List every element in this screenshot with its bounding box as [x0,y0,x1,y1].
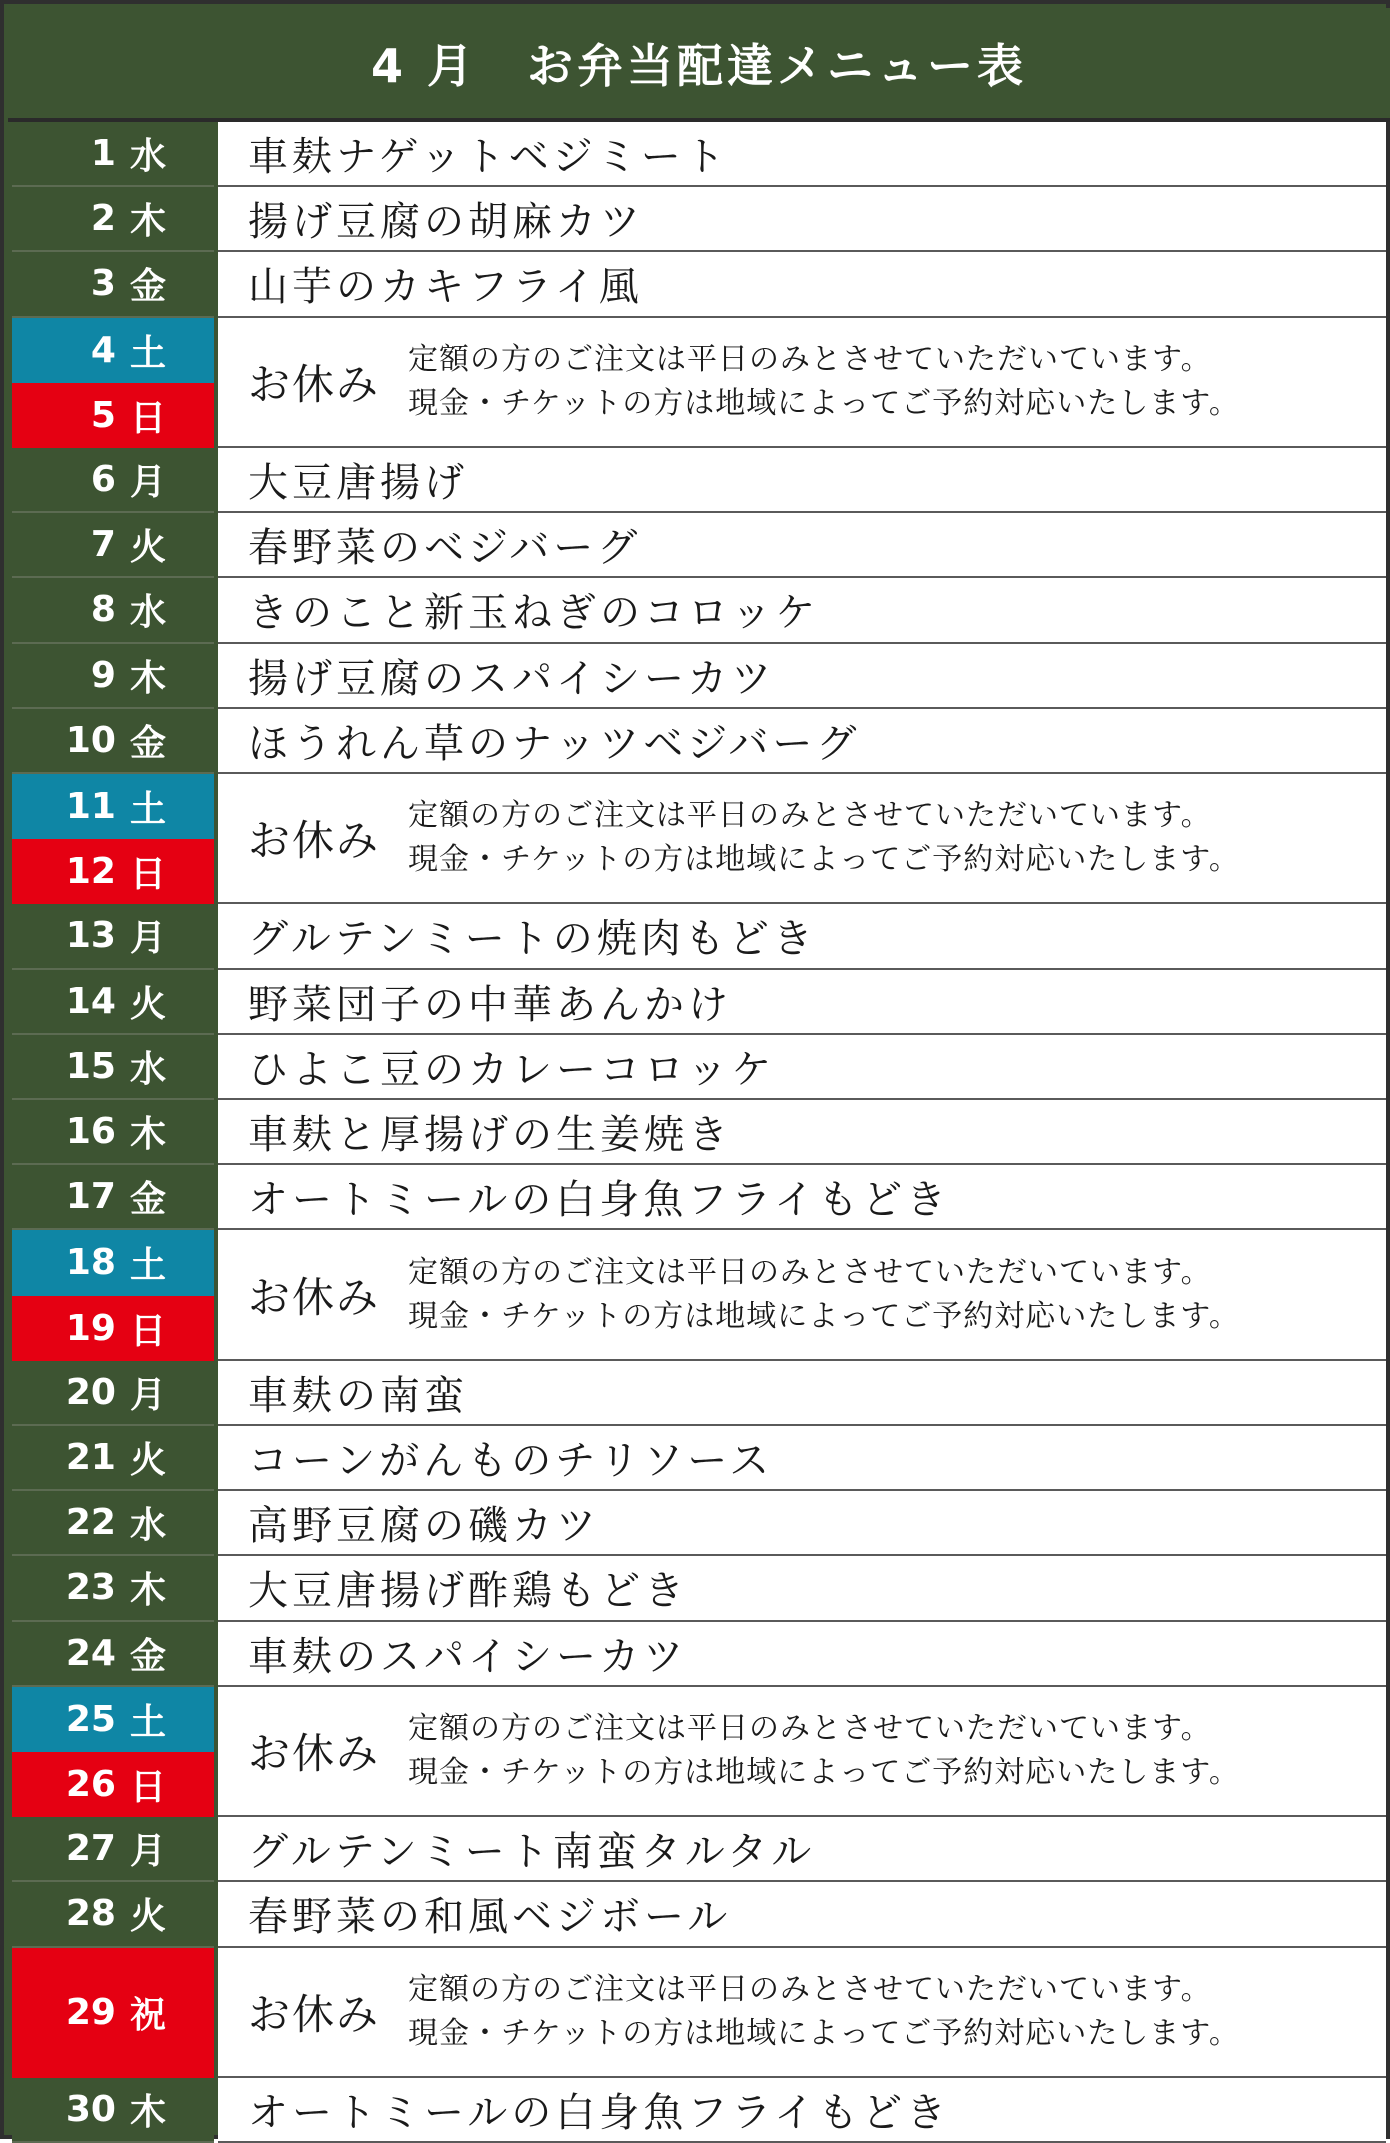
menu-item: コーンがんものチリソース [218,1426,1386,1491]
holiday-cell [218,1948,1386,2078]
date-cell [12,1752,214,1817]
weekday-label: 日 [129,397,166,439]
holiday-note-line: 現金・チケットの方は地域によってご予約対応いたします。 [408,385,1240,421]
weekday-label: 金 [129,1179,166,1221]
date-cell [12,644,214,709]
holiday-label: お休み [248,816,381,866]
weekday-label: 水 [129,136,166,178]
weekday-label: 水 [129,592,166,634]
menu-item: 車麸のスパイシーカツ [218,1622,1386,1687]
date-cell [12,1491,214,1556]
holiday-note [408,794,1240,882]
holiday-note [408,1707,1240,1795]
weekday-label: 土 [129,789,166,831]
date-cell [12,252,214,317]
menu-item: ひよこ豆のカレーコロッケ [218,1035,1386,1100]
date-number: 26 [65,1764,116,1806]
menu-item: 山芋のカキフライ風 [218,252,1386,317]
date-number: 2 [90,198,116,240]
date-number: 17 [65,1176,116,1218]
weekday-label: 木 [129,201,166,243]
holiday-cell [218,1687,1386,1817]
holiday-label: お休み [248,1989,381,2039]
menu-item: 春野菜の和風ベジボール [218,1882,1386,1947]
date-cell [12,1426,214,1491]
holiday-note-line: 定額の方のご注文は平日のみとさせていただいています。 [408,341,1212,377]
menu-item: きのこと新玉ねぎのコロッケ [218,578,1386,643]
menu-item: 揚げ豆腐の胡麻カツ [218,187,1386,252]
date-cell [12,383,214,448]
weekday-label: 金 [129,266,166,308]
date-cell [12,1948,214,2078]
date-cell [12,1100,214,1165]
menu-item: 大豆唐揚げ酢鶏もどき [218,1556,1386,1621]
holiday-note-line: 定額の方のご注文は平日のみとさせていただいています。 [408,1710,1212,1746]
date-number: 27 [65,1828,116,1870]
weekday-label: 月 [129,1374,166,1416]
holiday-cell [218,774,1386,904]
date-number: 12 [65,851,116,893]
date-cell [12,774,214,839]
date-cell [12,448,214,513]
weekday-label: 月 [129,1831,166,1873]
date-number: 1 [90,133,116,175]
holiday-label: お休み [248,1272,381,1322]
date-cell [12,1687,214,1752]
date-number: 18 [65,1242,116,1284]
holiday-cell [218,318,1386,448]
date-cell [12,578,214,643]
menu-item: オートミールの白身魚フライもどき [218,2078,1386,2143]
weekday-label: 土 [129,1701,166,1743]
date-number: 29 [65,1992,116,2034]
date-cell [12,1817,214,1882]
date-number: 10 [65,719,116,761]
date-cell [12,318,214,383]
menu-item: ほうれん草のナッツベジバーグ [218,709,1386,774]
weekday-label: 日 [129,1310,166,1352]
weekday-label: 金 [129,722,166,764]
date-cell [12,1230,214,1295]
holiday-note-line: 現金・チケットの方は地域によってご予約対応いたします。 [408,842,1240,878]
weekday-label: 水 [129,1505,166,1547]
menu-item: 車麸の南蛮 [218,1361,1386,1426]
holiday-note-line: 現金・チケットの方は地域によってご予約対応いたします。 [408,2015,1240,2051]
menu-item: 春野菜のベジバーグ [218,513,1386,578]
date-number: 4 [90,329,116,371]
date-number: 9 [90,654,116,696]
holiday-note-line: 定額の方のご注文は平日のみとさせていただいています。 [408,1971,1212,2007]
weekday-label: 日 [129,854,166,896]
weekday-label: 祝 [129,1995,166,2037]
date-cell [12,904,214,969]
date-cell [12,1882,214,1947]
date-number: 3 [90,263,116,305]
date-number: 13 [65,915,116,957]
menu-item: 揚げ豆腐のスパイシーカツ [218,644,1386,709]
weekday-label: 日 [129,1767,166,1809]
menu-item: 車麸ナゲットベジミート [218,122,1386,187]
date-number: 30 [65,2089,116,2131]
date-cell [12,1361,214,1426]
date-number: 15 [65,1045,116,1087]
weekday-label: 木 [129,1570,166,1612]
weekday-label: 火 [129,983,166,1025]
holiday-note [408,338,1240,426]
date-cell [12,187,214,252]
holiday-note [408,1251,1240,1339]
date-number: 25 [65,1698,116,1740]
holiday-note-line: 現金・チケットの方は地域によってご予約対応いたします。 [408,1754,1240,1790]
date-number: 24 [65,1632,116,1674]
date-number: 21 [65,1437,116,1479]
date-number: 16 [65,1111,116,1153]
date-cell [12,1035,214,1100]
menu-item: 高野豆腐の磯カツ [218,1491,1386,1556]
date-cell [12,709,214,774]
date-number: 22 [65,1502,116,1544]
holiday-note [408,1968,1240,2056]
date-number: 5 [90,394,116,436]
holiday-cell [218,1230,1386,1360]
weekday-label: 水 [129,1048,166,1090]
weekday-label: 火 [129,1896,166,1938]
holiday-note-line: 定額の方のご注文は平日のみとさせていただいています。 [408,1254,1212,1290]
date-cell [12,1165,214,1230]
weekday-label: 月 [129,918,166,960]
holiday-label: お休み [248,1728,381,1778]
weekday-label: 土 [129,1245,166,1287]
date-cell [12,1296,214,1361]
date-cell [12,2078,214,2143]
menu-item: 大豆唐揚げ [218,448,1386,513]
weekday-label: 月 [129,462,166,504]
weekday-label: 金 [129,1635,166,1677]
weekday-label: 木 [129,657,166,699]
date-number: 19 [65,1307,116,1349]
date-number: 8 [90,589,116,631]
holiday-note-line: 定額の方のご注文は平日のみとさせていただいています。 [408,798,1212,834]
date-number: 7 [90,524,116,566]
holiday-note-line: 現金・チケットの方は地域によってご予約対応いたします。 [408,1298,1240,1334]
weekday-label: 木 [129,1114,166,1156]
date-number: 23 [65,1567,116,1609]
menu-item: 野菜団子の中華あんかけ [218,970,1386,1035]
menu-item: グルテンミートの焼肉もどき [218,904,1386,969]
date-cell [12,513,214,578]
date-cell [12,970,214,1035]
date-number: 11 [65,786,116,828]
date-number: 14 [65,980,116,1022]
menu-item: 車麸と厚揚げの生姜焼き [218,1100,1386,1165]
weekday-label: 火 [129,1440,166,1482]
weekday-label: 木 [129,2092,166,2134]
weekday-label: 土 [129,332,166,374]
date-number: 28 [65,1893,116,1935]
date-cell [12,839,214,904]
date-number: 20 [65,1371,116,1413]
date-cell [12,1622,214,1687]
date-cell [12,1556,214,1621]
holiday-label: お休み [248,359,381,409]
date-number: 6 [90,459,116,501]
menu-item: グルテンミート南蛮タルタル [218,1817,1386,1882]
menu-item: オートミールの白身魚フライもどき [218,1165,1386,1230]
page-title: 4 月 お弁当配達メニュー表 [8,8,1390,122]
date-cell [12,122,214,187]
weekday-label: 火 [129,527,166,569]
